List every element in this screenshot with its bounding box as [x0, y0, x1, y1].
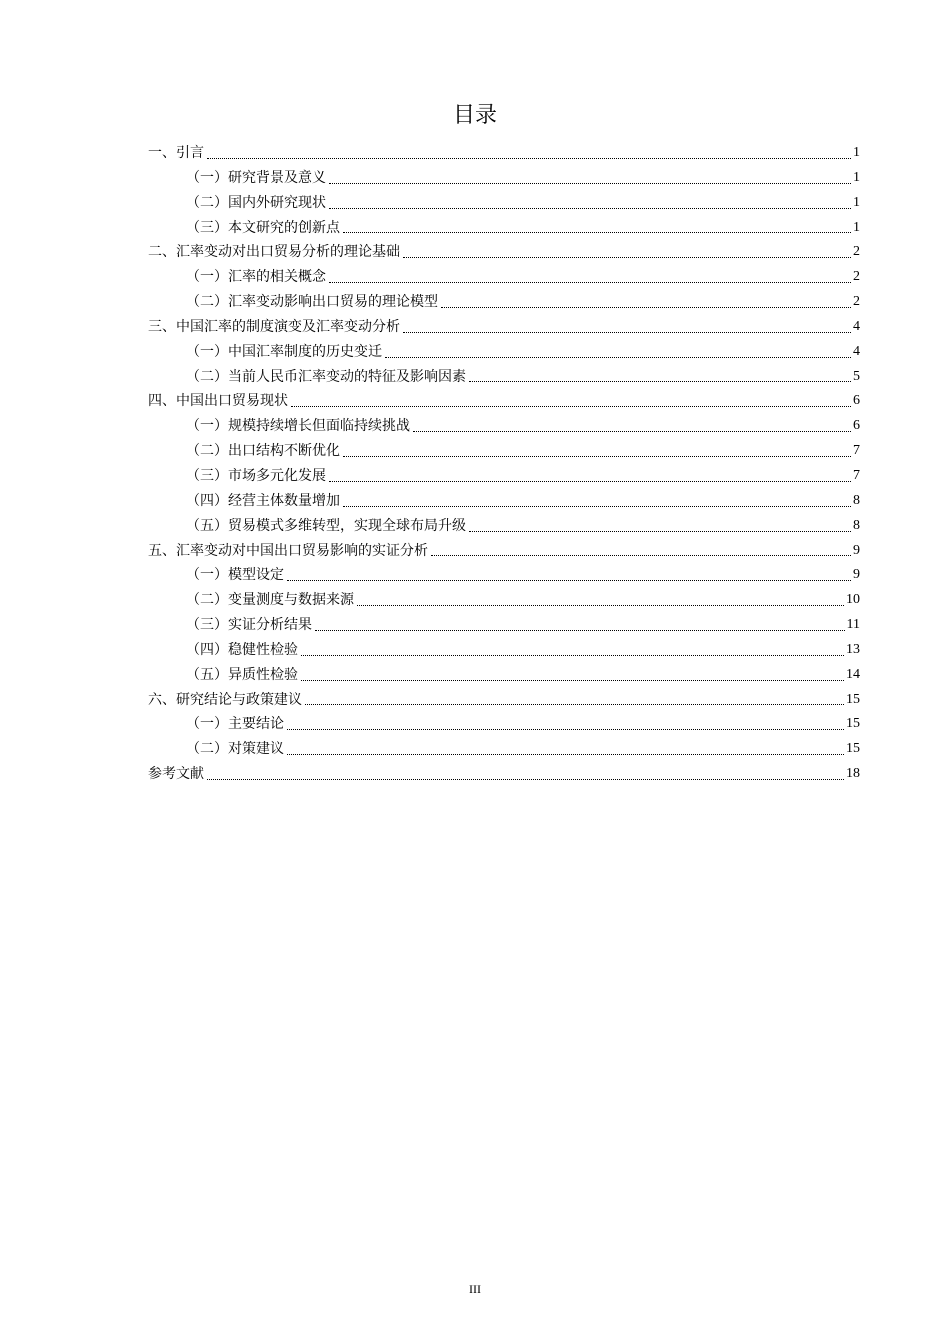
toc-entry-section[interactable] — [148, 216, 860, 241]
toc-entry-label: （二）汇率变动影响出口贸易的理论模型 — [186, 294, 438, 311]
dot-leader — [287, 754, 844, 755]
toc-entry-label: （一）研究背景及意义 — [186, 169, 326, 186]
dot-leader — [301, 655, 844, 656]
toc-entry-page: 2 — [853, 269, 860, 285]
dot-leader — [343, 232, 851, 233]
toc-entry-label: 一、引言 — [148, 145, 204, 161]
dot-leader — [385, 357, 851, 358]
toc-entry-section[interactable] — [148, 712, 860, 737]
toc-entry-page: 13 — [846, 641, 860, 657]
toc-entry-page: 2 — [853, 294, 860, 310]
toc-entry-page: 4 — [853, 343, 860, 359]
toc-entry-page: 1 — [853, 219, 860, 235]
toc-entry-label: （五）异质性检验 — [186, 666, 298, 683]
toc-entry-page: 6 — [853, 393, 860, 409]
dot-leader — [441, 307, 851, 308]
dot-leader — [207, 779, 844, 780]
toc-entry-section[interactable] — [148, 638, 860, 663]
dot-leader — [343, 506, 851, 507]
dot-leader — [329, 183, 851, 184]
toc-entry-page: 7 — [853, 467, 860, 483]
toc-entry-label: （二）出口结构不断优化 — [186, 443, 340, 460]
toc-entry-label: （一）主要结论 — [186, 716, 284, 733]
toc-entry-label: （三）实证分析结果 — [186, 617, 312, 634]
toc-entry-label: （一）汇率的相关概念 — [186, 269, 326, 286]
toc-entry-page: 18 — [846, 766, 860, 782]
dot-leader — [301, 680, 844, 681]
toc-entry-section[interactable] — [148, 265, 860, 290]
toc-entry-section[interactable] — [148, 290, 860, 315]
toc-entry-chapter[interactable] — [148, 762, 860, 787]
dot-leader — [287, 580, 851, 581]
toc-entry-label: 六、研究结论与政策建议 — [148, 691, 302, 708]
toc-entry-chapter[interactable] — [148, 315, 860, 340]
toc-entry-section[interactable] — [148, 563, 860, 588]
toc-entry-label: 参考文献 — [148, 766, 204, 783]
toc-entry-section[interactable] — [148, 588, 860, 613]
dot-leader — [431, 555, 851, 556]
toc-entry-section[interactable] — [148, 166, 860, 191]
toc-entry-label: （二）变量测度与数据来源 — [186, 592, 354, 609]
dot-leader — [357, 605, 844, 606]
toc-entry-page: 4 — [853, 318, 860, 334]
toc-entry-section[interactable] — [148, 663, 860, 688]
toc-entry-page: 7 — [853, 443, 860, 459]
toc-entry-page: 2 — [853, 244, 860, 260]
toc-entry-page: 6 — [853, 418, 860, 434]
toc-entry-page: 15 — [846, 716, 860, 732]
dot-leader — [469, 381, 851, 382]
toc-entry-label: （三）本文研究的创新点 — [186, 219, 340, 236]
toc-entry-label: （一）中国汇率制度的历史变迁 — [186, 343, 382, 360]
page-number: III — [469, 1282, 481, 1296]
dot-leader — [287, 729, 844, 730]
toc-entry-section[interactable] — [148, 514, 860, 539]
toc-entry-page: 8 — [853, 492, 860, 508]
toc-entry-section[interactable] — [148, 439, 860, 464]
toc-entry-label: 五、汇率变动对中国出口贸易影响的实证分析 — [148, 542, 428, 559]
toc-entry-page: 9 — [853, 567, 860, 583]
toc-entry-page: 8 — [853, 517, 860, 533]
table-of-contents — [148, 141, 860, 787]
toc-entry-page: 15 — [846, 741, 860, 757]
toc-entry-page: 1 — [853, 169, 860, 185]
toc-entry-label: （四）经营主体数量增加 — [186, 492, 340, 509]
toc-entry-chapter[interactable] — [148, 539, 860, 564]
dot-leader — [291, 406, 851, 407]
toc-entry-label: 二、汇率变动对出口贸易分析的理论基础 — [148, 244, 400, 261]
toc-entry-section[interactable] — [148, 340, 860, 365]
toc-entry-label: （二）当前人民币汇率变动的特征及影响因素 — [186, 368, 466, 385]
toc-entry-page: 10 — [846, 592, 860, 608]
dot-leader — [403, 332, 851, 333]
toc-entry-section[interactable] — [148, 464, 860, 489]
toc-title: 目录 — [452, 103, 497, 128]
toc-entry-chapter[interactable] — [148, 389, 860, 414]
toc-entry-chapter[interactable] — [148, 141, 860, 166]
dot-leader — [329, 481, 851, 482]
toc-entry-label: （四）稳健性检验 — [186, 641, 298, 658]
dot-leader — [329, 282, 851, 283]
toc-entry-page: 5 — [853, 368, 860, 384]
toc-entry-page: 1 — [853, 145, 860, 160]
toc-entry-chapter[interactable] — [148, 688, 860, 713]
dot-leader — [207, 158, 851, 159]
toc-entry-chapter[interactable] — [148, 240, 860, 265]
toc-entry-section[interactable] — [148, 191, 860, 216]
dot-leader — [315, 630, 845, 631]
dot-leader — [329, 208, 851, 209]
toc-entry-label: （三）市场多元化发展 — [186, 467, 326, 484]
toc-entry-label: （五）贸易模式多维转型，实现全球布局升级 — [186, 517, 466, 534]
toc-entry-section[interactable] — [148, 489, 860, 514]
toc-entry-page: 11 — [846, 617, 860, 633]
dot-leader — [343, 456, 851, 457]
toc-entry-label: （一）模型设定 — [186, 567, 284, 584]
toc-entry-page: 14 — [846, 666, 860, 682]
toc-entry-section[interactable] — [148, 613, 860, 638]
toc-entry-label: （二）对策建议 — [186, 741, 284, 758]
toc-entry-label: （二）国内外研究现状 — [186, 194, 326, 211]
toc-entry-label: （一）规模持续增长但面临持续挑战 — [186, 418, 410, 435]
toc-entry-page: 9 — [853, 542, 860, 558]
dot-leader — [413, 431, 851, 432]
toc-entry-page: 15 — [846, 691, 860, 707]
toc-entry-section[interactable] — [148, 414, 860, 439]
toc-entry-label: 三、中国汇率的制度演变及汇率变动分析 — [148, 318, 400, 335]
toc-entry-page: 1 — [853, 194, 860, 210]
toc-entry-section[interactable] — [148, 365, 860, 390]
dot-leader — [403, 257, 851, 258]
dot-leader — [469, 531, 851, 532]
dot-leader — [305, 704, 844, 705]
toc-entry-label: 四、中国出口贸易现状 — [148, 393, 288, 410]
toc-entry-section[interactable] — [148, 737, 860, 762]
